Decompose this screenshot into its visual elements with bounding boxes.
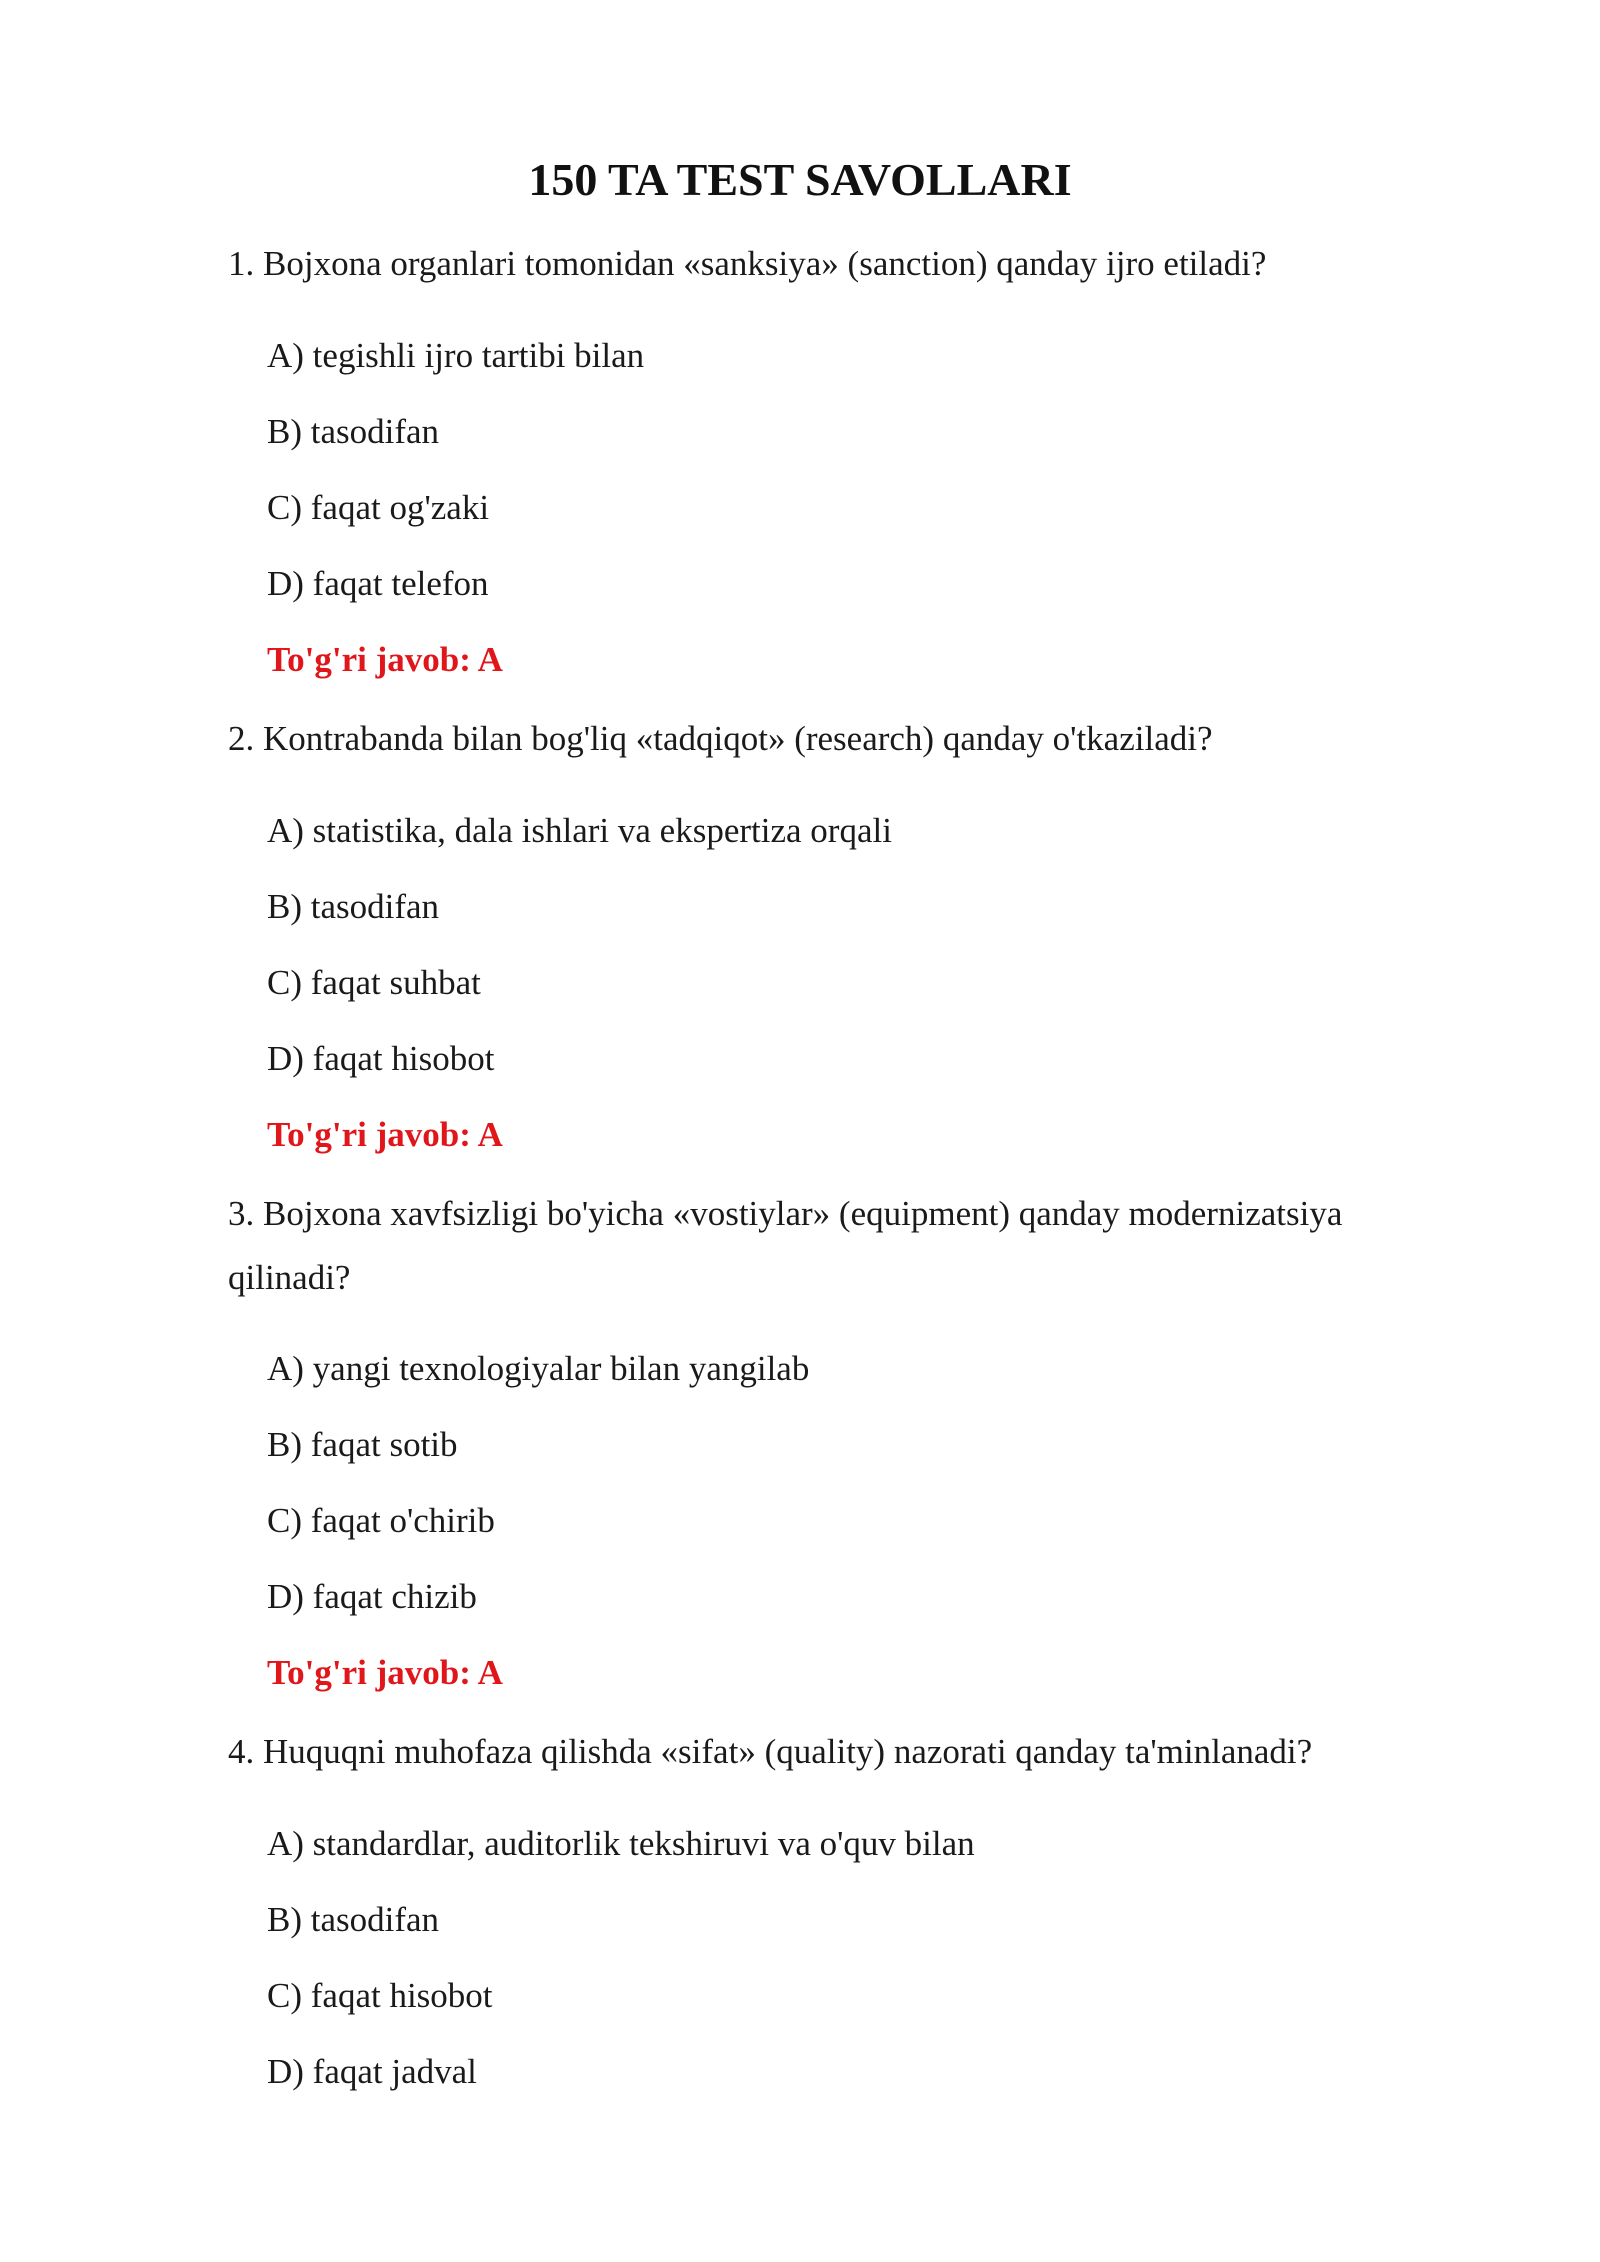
- option-a: A) statistika, dala ishlari va ekspertiza orqali: [267, 811, 892, 850]
- option-d: D) faqat chizib: [267, 1577, 477, 1616]
- question-text: 1. Bojxona organlari tomonidan «sanksiya» (sanction) qanday ijro etiladi?: [228, 244, 1267, 283]
- document-title: 150 TA TEST SAVOLLARI: [528, 154, 1072, 205]
- option-d: D) faqat hisobot: [267, 1039, 495, 1078]
- question-text: 2. Kontrabanda bilan bog'liq «tadqiqot» (research) qanday o'tkaziladi?: [228, 719, 1213, 758]
- question-text: 4. Huquqni muhofaza qilishda «sifat» (quality) nazorati qanday ta'minlanadi?: [228, 1732, 1313, 1771]
- option-d: D) faqat telefon: [267, 564, 489, 603]
- option-b: B) tasodifan: [267, 887, 440, 926]
- option-a: A) tegishli ijro tartibi bilan: [267, 336, 645, 375]
- option-a: A) standardlar, auditorlik tekshiruvi va o'quv bilan: [267, 1824, 975, 1863]
- option-d: D) faqat jadval: [267, 2052, 477, 2091]
- correct-answer: To'g'ri javob: A: [267, 1115, 503, 1154]
- question-text: 3. Bojxona xavfsizligi bo'yicha «vostiylar» (equipment) qanday modernizatsiya qilinadi?: [228, 1194, 1343, 1297]
- option-c: C) faqat o'chirib: [267, 1501, 495, 1540]
- correct-answer: To'g'ri javob: A: [267, 640, 503, 679]
- option-c: C) faqat og'zaki: [267, 488, 490, 527]
- correct-answer: To'g'ri javob: A: [267, 1653, 503, 1692]
- option-b: B) tasodifan: [267, 1900, 440, 1939]
- option-c: C) faqat hisobot: [267, 1976, 493, 2015]
- option-b: B) faqat sotib: [267, 1425, 458, 1464]
- option-a: A) yangi texnologiyalar bilan yangilab: [267, 1349, 810, 1388]
- option-b: B) tasodifan: [267, 412, 440, 451]
- option-c: C) faqat suhbat: [267, 963, 481, 1002]
